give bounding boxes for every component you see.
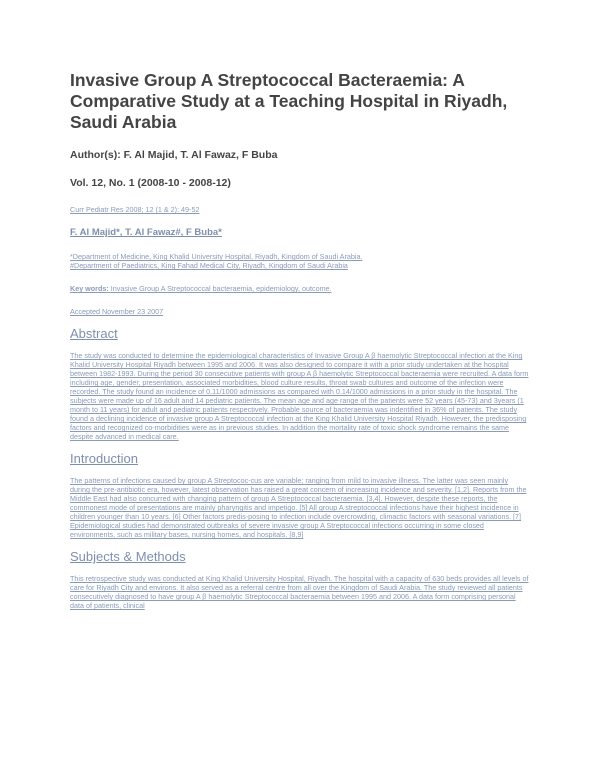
introduction-text[interactable]: The patterns of infections caused by group A Streptococ-cus are variable; ranging from mild to invasive illness. The latter was seen mainly during the pre-antibiotic era, however, latest observation has raised a great concern of increasing incidence and severity. [1,2]. Reports from the Middle East had also concurred with changing pattern of group A Streptococcal bacteraemia. [3,4]. However, despite these reports, the commonest mode of presentations are mainly pharyngitis and impetigo. [5] All group A streptococcal infections have their highest incidence in children younger than 10 years. [6] Other factors predis-posing to infection include overcrowding, climactic factors with seasonal variations. [7] Epidemiological studies had demonstrated outbreaks of severe invasive group A Streptococcal infections occurring in some closed environments, such as military bases, nursing homes, and hospitals. [8,9] xyxy=(70,476,527,539)
affiliations[interactable] xyxy=(70,252,530,270)
article-page xyxy=(70,70,530,620)
authors-line: Author(s): F. Al Majid, T. Al Fawaz, F Buba xyxy=(70,149,278,161)
citation-link[interactable]: Curr Pediatr Res 2008; 12 (1 & 2): 49-52 xyxy=(70,205,200,214)
subjects-methods-heading[interactable]: Subjects & Methods xyxy=(70,549,186,564)
abstract-text[interactable]: The study was conducted to determine the epidemiological characteristics of Invasive Group A β haemolytic Streptococcal infection at the King Khalid University Hospital Riyadh between 1995 and 2006. It was also designed to compare it with a prior study undertaken at the hospital between 1982-1993. During the period 30 consecutive patients with group A β haemolytic Streptococcal bacteraemia were recruited. A data form including age, gender, presentation, associated morbidities, blood culture results, throat swab cultures and outcome of the infection were recorded. The study found an incidence of 0.11/1000 admissions as compared with 0.14/1000 admissions in a prior study in the hospital. The subjects were made up of 16 adult and 14 pediatric patients. The mean age and age range of the patients were 52 years (45-73) and 3years (1 month to 11 years) for adult and pediatric patients respectively. Probable source of bacteraemia was indentified in 36% of patients. The study found a declining incidence of invasive group A Streptococcal infection at the King Khalid University Hospital Riyadh. However, the predisposing factors and recognized co-morbidities were as in previous studies. In addition the mortality rate of toxic shock syndrome remains the same despite advanced in medical care. xyxy=(70,351,529,441)
authors-full-link[interactable]: F. Al Majid*, T. Al Fawaz#, F Buba* xyxy=(70,227,222,238)
keywords-text: Invasive Group A Streptococcal bacteraemia, epidemiology, outcome. xyxy=(110,284,332,293)
article-title: Invasive Group A Streptococcal Bacteraemia: A Comparative Study at a Teaching Hospital in Riyadh, Saudi Arabia xyxy=(70,70,508,132)
volume-line: Vol. 12, No. 1 (2008-10 - 2008-12) xyxy=(70,177,231,189)
subjects-methods-text[interactable]: This retrospective study was conducted at King Khalid University Hospital, Riyadh. The hospital with a capacity of 630 beds provides all levels of care for Riyadh City and environs. It also served as a referral centre from all over the Kingdom of Saudi Arabia. The study reviewed all patients consecutively diagnosed to have group A β haemolytic Streptococcal bacteraemia between 1995 and 2006. A data form comprising personal data of patients, clinical xyxy=(70,574,529,610)
keywords[interactable] xyxy=(70,284,530,293)
affiliation-1: *Department of Medicine, King Khalid University Hospital, Riyadh, Kingdom of Saudi Arabia. xyxy=(70,252,363,261)
abstract-heading[interactable]: Abstract xyxy=(70,326,118,341)
accepted-date[interactable]: Accepted November 23 2007 xyxy=(70,307,164,316)
introduction-heading[interactable]: Introduction xyxy=(70,451,138,466)
keywords-label: Key words: xyxy=(70,284,109,293)
affiliation-2: #Department of Paediatrics, King Fahad Medical City, Riyadh, Kingdom of Saudi Arabia xyxy=(70,261,348,270)
